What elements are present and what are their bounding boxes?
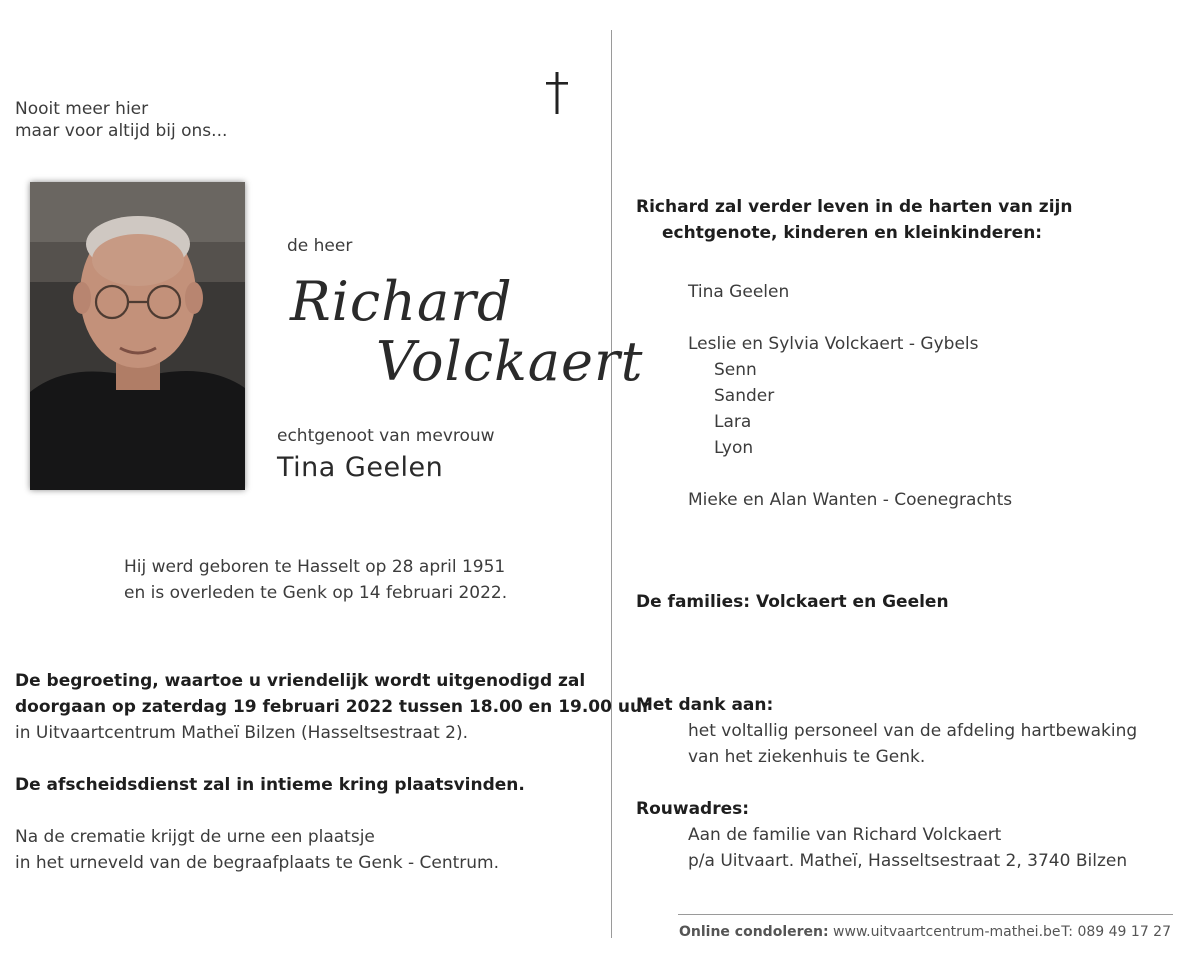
families-text: De families: Volckaert en Geelen (636, 592, 949, 612)
footer (679, 924, 1171, 940)
birth-death-info (124, 554, 507, 606)
service-line: De afscheidsdienst zal in intieme kring plaatsvinden. (15, 775, 525, 795)
service-info (15, 772, 525, 798)
survived-line-2: echtgenote, kinderen en kleinkinderen: (662, 223, 1043, 243)
address-line-1: Aan de familie van Richard Volckaert (688, 825, 1002, 845)
thanks-line-2: van het ziekenhuis te Genk. (688, 747, 926, 767)
memorial-quote (15, 98, 227, 142)
greeting-line-2: doorgaan op zaterdag 19 februari 2022 tussen 18.00 en 19.00 uur (15, 697, 651, 717)
mourning-address (636, 796, 1127, 874)
survived-by-heading (636, 194, 1072, 246)
spouse-label: echtgenoot van mevrouw (277, 426, 495, 446)
phone-number: T: 089 49 17 27 (1061, 924, 1171, 940)
greeting-line-1: De begroeting, waartoe u vriendelijk wordt uitgenodigd zal (15, 671, 586, 691)
quote-line-1: Nooit meer hier (15, 99, 149, 119)
grandchild: Senn (714, 360, 757, 380)
greeting-info (15, 668, 650, 746)
spouse-name: Tina Geelen (277, 452, 444, 483)
deceased-first-name: Richard (290, 270, 513, 333)
deceased-portrait (30, 182, 245, 490)
honorific: de heer (287, 236, 353, 256)
deceased-last-name: Volckaert (376, 330, 644, 393)
address-heading: Rouwadres: (636, 799, 750, 819)
greeting-location: in Uitvaartcentrum Matheï Bilzen (Hasseltsestraat 2). (15, 723, 469, 743)
cremation-info (15, 824, 499, 876)
survived-line-1: Richard zal verder leven in de harten van zijn (636, 197, 1073, 217)
center-divider (611, 30, 612, 938)
footer-divider (678, 914, 1173, 915)
thanks-section (636, 692, 1137, 770)
family-list (688, 279, 1012, 513)
family-spouse: Tina Geelen (688, 282, 790, 302)
condolence-url[interactable]: www.uitvaartcentrum-mathei.be (833, 924, 1061, 940)
quote-line-2: maar voor altijd bij ons... (15, 121, 228, 141)
condolence-label: Online condoleren: (679, 924, 829, 940)
address-line-2: p/a Uitvaart. Matheï, Hasseltsestraat 2, 3740 Bilzen (688, 851, 1128, 871)
grandchild: Sander (714, 386, 775, 406)
grandchild: Lara (714, 412, 752, 432)
birth-line: Hij werd geboren te Hasselt op 28 april 1951 (124, 557, 506, 577)
cremation-line-1: Na de crematie krijgt de urne een plaatsje (15, 827, 375, 847)
cross-icon (544, 72, 570, 114)
thanks-line-1: het voltallig personeel van de afdeling hartbewaking (688, 721, 1138, 741)
cremation-line-2: in het urneveld van de begraafplaats te Genk - Centrum. (15, 853, 499, 873)
family-child-2: Mieke en Alan Wanten - Coenegrachts (688, 490, 1013, 510)
death-line: en is overleden te Genk op 14 februari 2022. (124, 583, 508, 603)
families-line (636, 589, 949, 615)
thanks-heading: Met dank aan: (636, 695, 774, 715)
grandchild: Lyon (714, 438, 754, 458)
family-child-1: Leslie en Sylvia Volckaert - Gybels (688, 334, 979, 354)
deceased-name (280, 262, 644, 402)
